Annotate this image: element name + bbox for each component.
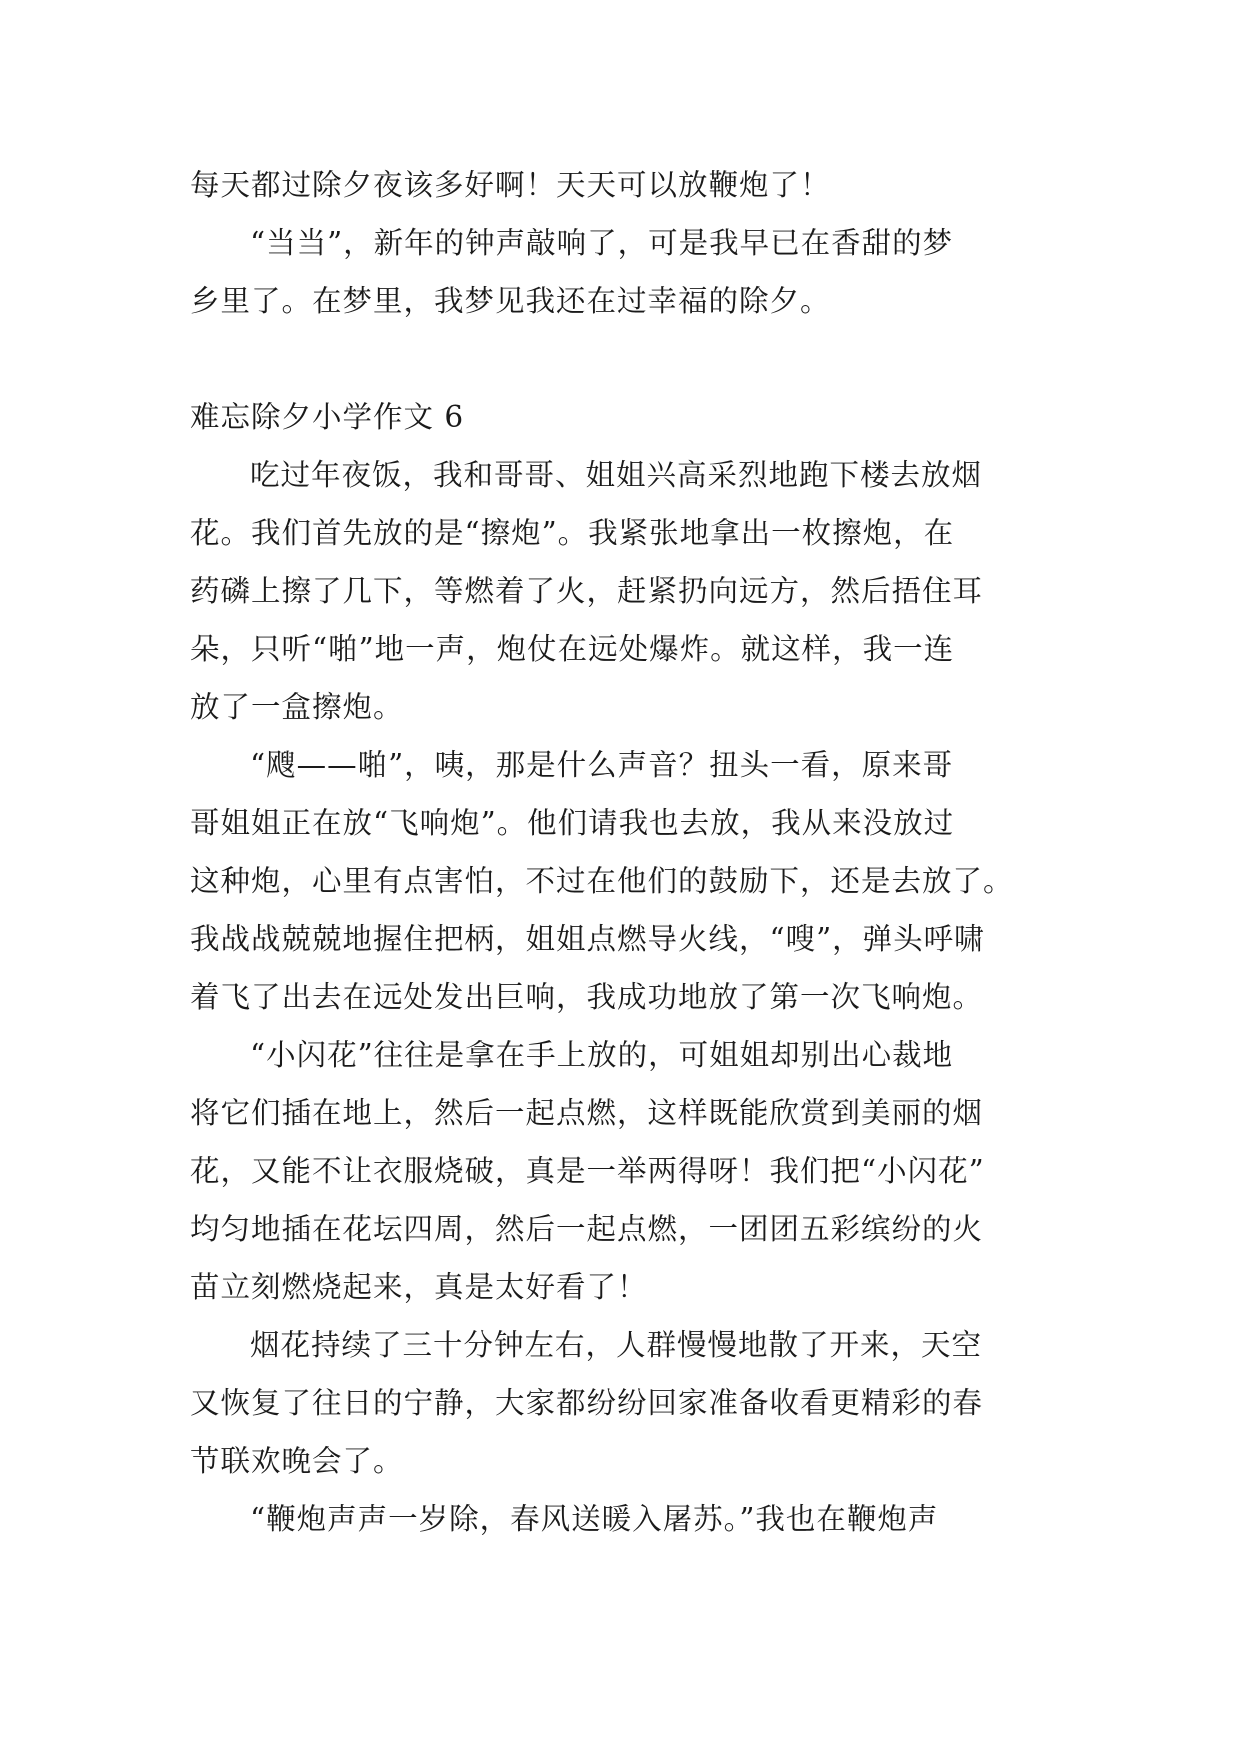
text-line: 朵，只听“啪”地一声，炮仗在远处爆炸。就这样，我一连	[190, 632, 955, 666]
text-line: 哥姐姐正在放“飞响炮”。他们请我也去放，我从来没放过	[190, 806, 955, 840]
text-line: 药磷上擦了几下，等燃着了火，赶紧扔向远方，然后捂住耳	[190, 574, 984, 608]
text-line: “鞭炮声声一岁除，春风送暖入屠苏。”我也在鞭炮声	[250, 1502, 939, 1536]
section-title: 难忘除夕小学作文 6	[190, 400, 465, 434]
text-line: 节联欢晚会了。	[190, 1444, 404, 1478]
text-line: 着飞了出去在远处发出巨响，我成功地放了第一次飞响炮。	[190, 980, 984, 1014]
text-line: 花，又能不让衣服烧破，真是一举两得呀！我们把“小闪花”	[190, 1154, 985, 1188]
text-line: 我战战兢兢地握住把柄，姐姐点燃导火线，“嗖”，弹头呼啸	[190, 922, 985, 956]
text-line: 放了一盒擦炮。	[190, 690, 404, 724]
text-line: “小闪花”往往是拿在手上放的，可姐姐却别出心裁地	[250, 1038, 954, 1072]
text-line: “飕——啪”，咦，那是什么声音？扭头一看，原来哥	[250, 748, 954, 782]
text-line: 每天都过除夕夜该多好啊！天天可以放鞭炮了！	[190, 168, 831, 202]
essay-body	[190, 156, 1090, 1548]
text-line: 吃过年夜饭，我和哥哥、姐姐兴高采烈地跑下楼去放烟	[250, 458, 983, 492]
text-line: 烟花持续了三十分钟左右，人群慢慢地散了开来，天空	[250, 1328, 983, 1362]
text-line: 将它们插在地上，然后一起点燃，这样既能欣赏到美丽的烟	[190, 1096, 984, 1130]
text-line: 花。我们首先放的是“擦炮”。我紧张地拿出一枚擦炮，在	[190, 516, 955, 550]
text-line: 苗立刻燃烧起来，真是太好看了！	[190, 1270, 648, 1304]
text-line: 又恢复了往日的宁静，大家都纷纷回家准备收看更精彩的春	[190, 1386, 984, 1420]
text-line: 乡里了。在梦里，我梦见我还在过幸福的除夕。	[190, 284, 831, 318]
text-line: 这种炮，心里有点害怕，不过在他们的鼓励下，还是去放了。	[190, 864, 1014, 898]
text-line: 均匀地插在花坛四周，然后一起点燃，一团团五彩缤纷的火	[190, 1212, 984, 1246]
text-line: “当当”，新年的钟声敲响了，可是我早已在香甜的梦	[250, 226, 954, 260]
